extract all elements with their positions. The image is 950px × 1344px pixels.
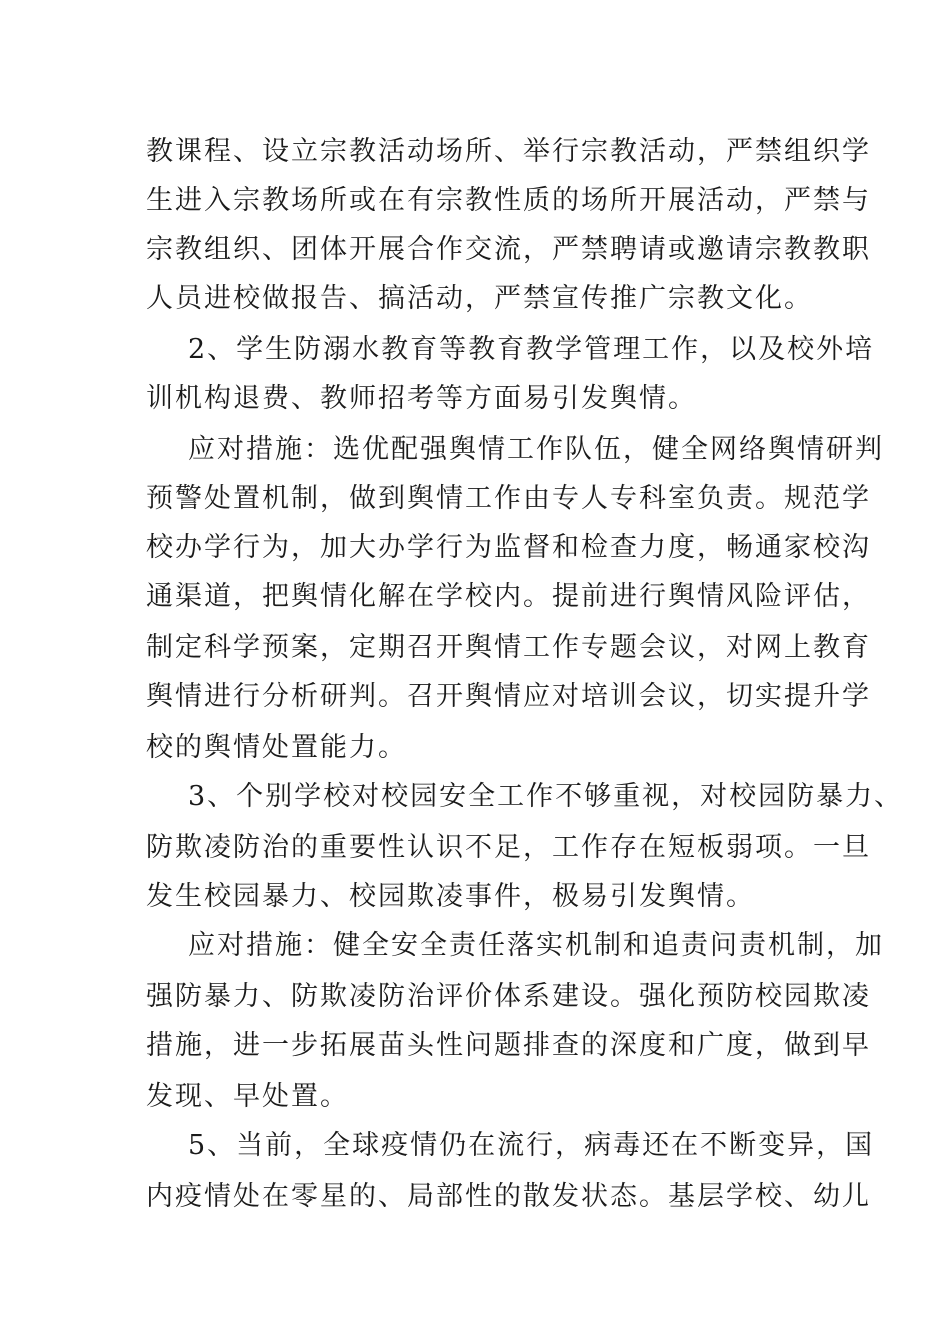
text-line: 强防暴力、防欺凌防治评价体系建设。强化预防校园欺凌 — [146, 981, 871, 1012]
text-line: 3、个别学校对校园安全工作不够重视，对校园防暴力、 — [188, 781, 904, 812]
text-line: 发现、早处置。 — [146, 1081, 349, 1112]
text-line: 校办学行为，加大办学行为监督和检查力度，畅通家校沟 — [146, 532, 871, 563]
text-line: 措施，进一步拓展苗头性问题排查的深度和广度，做到早 — [146, 1030, 871, 1061]
text-line: 教课程、设立宗教活动场所、举行宗教活动，严禁组织学 — [146, 136, 871, 167]
text-line: 2、学生防溺水教育等教育教学管理工作，以及校外培 — [188, 334, 875, 365]
text-line: 校的舆情处置能力。 — [146, 732, 407, 763]
text-line: 5、当前，全球疫情仍在流行，病毒还在不断变异，国 — [188, 1130, 875, 1161]
text-line: 应对措施：健全安全责任落实机制和追责问责机制，加 — [188, 930, 884, 961]
text-line: 防欺凌防治的重要性认识不足，工作存在短板弱项。一旦 — [146, 832, 871, 863]
text-line: 生进入宗教场所或在有宗教性质的场所开展活动，严禁与 — [146, 185, 871, 216]
text-line: 内疫情处在零星的、局部性的散发状态。基层学校、幼儿 — [146, 1181, 871, 1212]
text-line: 预警处置机制，做到舆情工作由专人专科室负责。规范学 — [146, 483, 871, 514]
text-line: 发生校园暴力、校园欺凌事件，极易引发舆情。 — [146, 881, 755, 912]
text-line: 制定科学预案，定期召开舆情工作专题会议，对网上教育 — [146, 632, 871, 663]
text-line: 舆情进行分析研判。召开舆情应对培训会议，切实提升学 — [146, 681, 871, 712]
text-line: 训机构退费、教师招考等方面易引发舆情。 — [146, 383, 697, 414]
text-line: 人员进校做报告、搞活动，严禁宣传推广宗教文化。 — [146, 283, 813, 314]
text-line: 应对措施：选优配强舆情工作队伍，健全网络舆情研判 — [188, 434, 884, 465]
text-line: 宗教组织、团体开展合作交流，严禁聘请或邀请宗教教职 — [146, 234, 871, 265]
text-line: 通渠道，把舆情化解在学校内。提前进行舆情风险评估， — [146, 581, 871, 612]
